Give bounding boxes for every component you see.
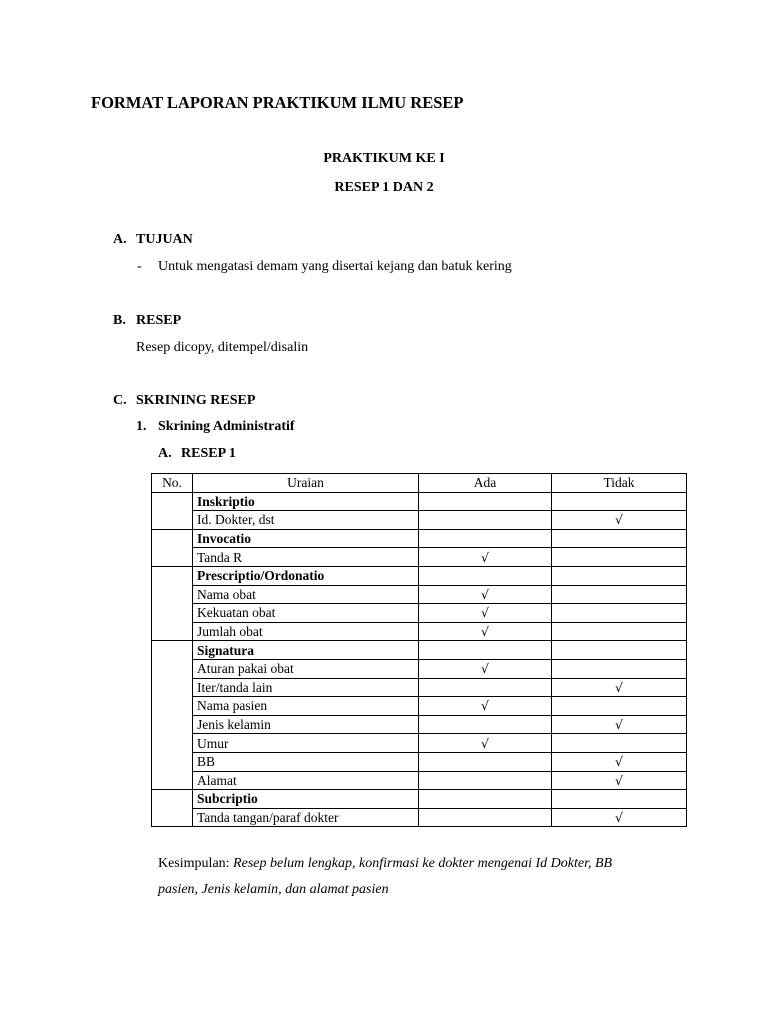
row-label: Kekuatan obat	[193, 604, 419, 623]
conclusion-text-1: Resep belum lengkap, konfirmasi ke dokter mengenai Id Dokter, BB	[233, 856, 613, 871]
group-name: Invocatio	[193, 529, 419, 548]
group-header-row	[152, 790, 687, 809]
prescription-numbers: RESEP 1 DAN 2	[334, 180, 434, 195]
row-label: Nama obat	[193, 585, 419, 604]
table-row	[152, 734, 687, 753]
section-b-text: Resep dicopy, ditempel/disalin	[136, 340, 309, 355]
ada-check: √	[419, 604, 552, 623]
group-number-cell	[152, 492, 193, 529]
tidak-check: √	[552, 511, 687, 530]
group-tidak-cell	[552, 790, 687, 809]
header-ada: Ada	[419, 474, 552, 493]
section-c-marker: C.	[113, 393, 127, 408]
header-uraian: Uraian	[193, 474, 419, 493]
conclusion-label: Kesimpulan:	[158, 856, 234, 871]
section-b-heading: RESEP	[136, 313, 182, 328]
tidak-check	[552, 604, 687, 623]
group-number-cell	[152, 566, 193, 640]
section-c-heading: SKRINING RESEP	[136, 393, 256, 408]
ada-check	[419, 715, 552, 734]
group-ada-cell	[419, 790, 552, 809]
ada-check: √	[419, 697, 552, 716]
group-number-cell	[152, 529, 193, 566]
group-tidak-cell	[552, 566, 687, 585]
section-a-bullet: -	[137, 259, 142, 274]
row-label: Alamat	[193, 771, 419, 790]
table-row	[152, 771, 687, 790]
practicum-number: PRAKTIKUM KE I	[323, 151, 445, 166]
row-label: Tanda tangan/paraf dokter	[193, 808, 419, 827]
section-a-marker: A.	[113, 232, 127, 247]
row-label: Iter/tanda lain	[193, 678, 419, 697]
tidak-check	[552, 585, 687, 604]
tidak-check	[552, 622, 687, 641]
table-row	[152, 808, 687, 827]
administrative-screening-table	[151, 473, 687, 827]
table-row	[152, 511, 687, 530]
tidak-check	[552, 548, 687, 567]
tidak-check: √	[552, 752, 687, 771]
subsection-1-marker: 1.	[136, 419, 147, 434]
row-label: BB	[193, 752, 419, 771]
resep-1-marker: A.	[158, 446, 172, 461]
group-name: Inskriptio	[193, 492, 419, 511]
tidak-check: √	[552, 808, 687, 827]
tidak-check: √	[552, 771, 687, 790]
resep-1-heading: RESEP 1	[181, 446, 236, 461]
table-row	[152, 604, 687, 623]
tidak-check	[552, 697, 687, 716]
tidak-check	[552, 734, 687, 753]
conclusion-line-2	[158, 882, 389, 898]
conclusion-text-2: pasien, Jenis kelamin, dan alamat pasien	[158, 882, 389, 897]
group-name: Signatura	[193, 641, 419, 660]
document-title: FORMAT LAPORAN PRAKTIKUM ILMU RESEP	[91, 93, 464, 112]
section-b-marker: B.	[113, 313, 126, 328]
table-row	[152, 715, 687, 734]
ada-check: √	[419, 659, 552, 678]
ada-check: √	[419, 548, 552, 567]
tidak-check: √	[552, 678, 687, 697]
group-ada-cell	[419, 566, 552, 585]
table-row	[152, 548, 687, 567]
table-row	[152, 659, 687, 678]
row-label: Nama pasien	[193, 697, 419, 716]
row-label: Jenis kelamin	[193, 715, 419, 734]
group-ada-cell	[419, 492, 552, 511]
conclusion-line-1	[158, 856, 612, 872]
table-row	[152, 622, 687, 641]
ada-check	[419, 771, 552, 790]
subsection-1-heading: Skrining Administratif	[158, 419, 295, 434]
group-name: Prescriptio/Ordonatio	[193, 566, 419, 585]
table-row	[152, 752, 687, 771]
group-header-row	[152, 566, 687, 585]
group-header-row	[152, 641, 687, 660]
ada-check	[419, 511, 552, 530]
table-row	[152, 678, 687, 697]
ada-check	[419, 752, 552, 771]
row-label: Id. Dokter, dst	[193, 511, 419, 530]
row-label: Jumlah obat	[193, 622, 419, 641]
group-name: Subcriptio	[193, 790, 419, 809]
header-tidak: Tidak	[552, 474, 687, 493]
ada-check: √	[419, 734, 552, 753]
group-header-row	[152, 492, 687, 511]
group-tidak-cell	[552, 641, 687, 660]
group-tidak-cell	[552, 492, 687, 511]
tidak-check	[552, 659, 687, 678]
table-body	[152, 474, 687, 827]
tidak-check: √	[552, 715, 687, 734]
ada-check: √	[419, 585, 552, 604]
table-header-row	[152, 474, 687, 493]
ada-check	[419, 678, 552, 697]
section-a-heading: TUJUAN	[136, 232, 193, 247]
group-ada-cell	[419, 641, 552, 660]
group-tidak-cell	[552, 529, 687, 548]
row-label: Tanda R	[193, 548, 419, 567]
row-label: Aturan pakai obat	[193, 659, 419, 678]
table-row	[152, 697, 687, 716]
group-header-row	[152, 529, 687, 548]
ada-check: √	[419, 622, 552, 641]
group-number-cell	[152, 790, 193, 827]
group-number-cell	[152, 641, 193, 790]
row-label: Umur	[193, 734, 419, 753]
table-row	[152, 585, 687, 604]
ada-check	[419, 808, 552, 827]
section-a-item: Untuk mengatasi demam yang disertai kejang dan batuk kering	[158, 259, 512, 274]
header-no: No.	[152, 474, 193, 493]
group-ada-cell	[419, 529, 552, 548]
